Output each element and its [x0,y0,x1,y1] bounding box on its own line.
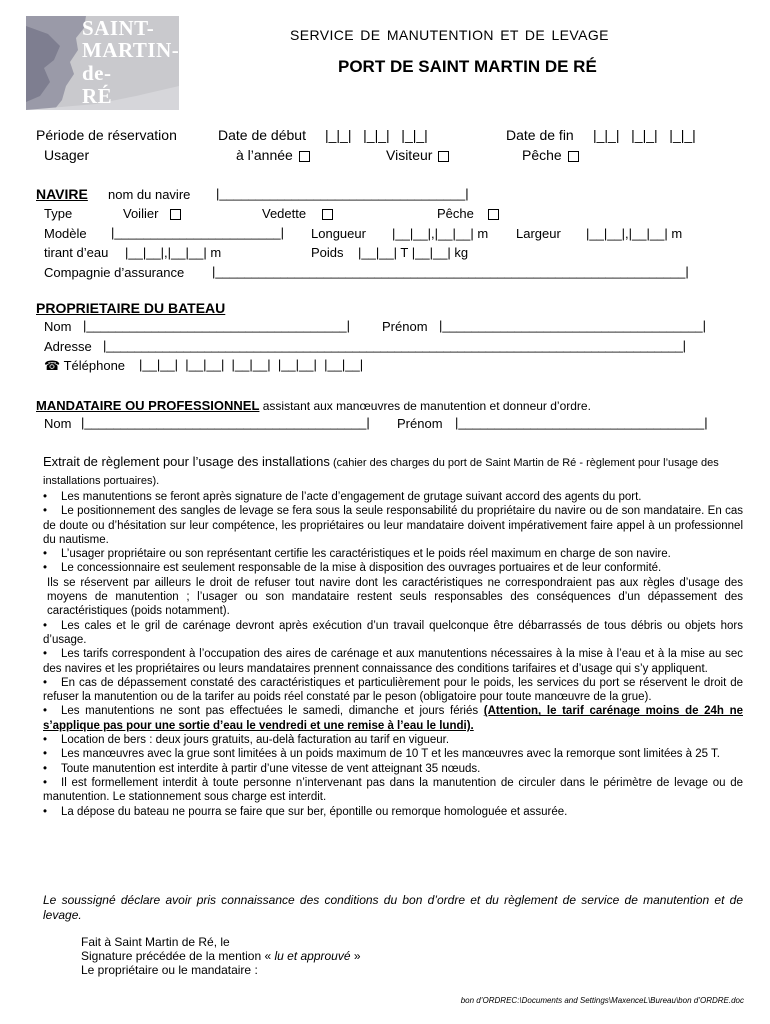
proprietaire-adresse-field[interactable]: |__________________________________________________________________________________| [103,338,686,353]
compagnie-field[interactable]: |_________________________________________________________________| [212,264,689,279]
modele-label: Modèle [44,226,87,241]
document-subtitle: PORT DE SAINT MARTIN DE RÉ [338,57,597,76]
rule-item-13: • La dépose du bateau ne pourra se faire que sur ber, épontille ou remorque homologuée et assurée. [43,805,568,818]
signature-mention: Signature précédée de la mention « lu et approuvé » [81,949,361,963]
peche-usager-label: Pêche [522,147,562,163]
rule-item-12: • Il est formellement interdit à toute personne n’intervenant pas dans la manutention de circuler dans le périmètre de levage ou de manutention. Le stationnement sous charge est interdit. [43,776,743,804]
periode-label: Période de réservation [36,127,177,143]
voilier-label: Voilier [123,206,159,221]
proprietaire-adresse-label: Adresse [44,339,92,354]
peche-type-checkbox[interactable] [488,209,499,220]
document-title: SERVICE DE MANUTENTION ET DE LEVAGE [290,27,609,43]
reglement-intro-title: Extrait de règlement pour l’usage des installations [43,454,330,469]
logo-line-3: de- [82,61,112,85]
vedette-checkbox[interactable] [322,209,333,220]
peche-usager-checkbox[interactable] [568,151,579,162]
bullet-icon: • [43,505,54,518]
bullet-icon: • [43,762,54,775]
visiteur-option[interactable] [386,147,449,163]
date-fin-field[interactable]: |_|_| |_|_| |_|_| [593,127,696,143]
poids-label: Poids [311,245,344,260]
rule-item-4: • Le concessionnaire est seulement responsable de la mise à disposition des ouvrages portuaires et de leur conformité. [43,562,662,575]
vedette-label: Vedette [262,206,307,221]
logo-line-1: SAINT- [82,16,155,40]
mandataire-heading: MANDATAIRE OU PROFESSIONNEL [36,398,260,413]
bullet-icon: • [43,562,54,575]
rule-item-10: • Les manœuvres avec la grue sont limitées à un poids maximum de 10 T et les manœuvres avec la remorque sont limitées à 25 T. [43,748,720,761]
rule-item-5: • Les cales et le gril de carénage devront après exécution d’un travail quelconque être débarrassés de tous débris ou objets hors d’usage. [43,619,743,646]
a-lannee-checkbox[interactable] [299,151,310,162]
a-lannee-label: à l’année [236,147,293,163]
rule-paragraph-reserve: Ils se réservent par ailleurs le droit de refuser tout navire dont les caractéristiques ne correspondraient pas aux règles d’usage des moyens de manutention ; l’usager ou son mandataire restent seuls responsables des conséquences d’un dépassement des caractéristiques (poids notamment). [47,576,743,618]
nom-navire-label: nom du navire [108,187,191,202]
reglement-list [43,490,743,819]
type-label: Type [44,206,73,221]
mandataire-nom-label: Nom [44,416,72,431]
date-debut-field[interactable]: |_|_| |_|_| |_|_| [325,127,428,143]
bullet-icon: • [43,734,54,747]
poids-field[interactable]: |__|__| T |__|__| kg [358,245,469,260]
lu-et-approuve: lu et approuvé [274,949,351,963]
proprietaire-prenom-label: Prénom [382,319,428,334]
bullet-icon: • [43,776,54,789]
peche-type-option[interactable] [437,206,499,221]
bullet-icon: • [43,648,54,661]
footer-path: bon d’ORDREC:\Documents and Settings\MaxenceL\Bureau\bon d’ORDRE.doc [460,996,744,1005]
proprietaire-nom-field[interactable]: |____________________________________| [83,318,351,333]
weekend-warning: (Attention, le tarif carénage moins de 24h ne s’applique pas pour une sortie d’eau le vendredi et une remise à l’eau le lundi). [43,705,743,732]
reglement-intro [43,453,743,490]
navire-heading: NAVIRE [36,186,88,202]
tirant-label: tirant d’eau [44,245,109,260]
bullet-icon: • [43,805,54,818]
longueur-field[interactable]: |__|__|,|__|__| m [392,226,489,241]
rule-item-3: • L’usager propriétaire ou son représentant certifie les caractéristiques et le poids réel maximum en charge de son navire. [43,548,671,561]
compagnie-label: Compagnie d’assurance [44,265,185,280]
visiteur-label: Visiteur [386,147,433,163]
bullet-icon: • [43,676,54,689]
bullet-icon: • [43,619,54,632]
rule-item-2: • Le positionnement des sangles de levage se fera sous la seule responsabilité du propriétaire du navire ou de son mandataire. En cas de doute ou d’hésitation sur leur compétence, les propriétaires ou leur mandataire doivent impérativement faire appel à un professionnel du nautisme. [43,505,743,546]
mandataire-nom-field[interactable]: |_______________________________________| [81,415,370,430]
rule-item-9: • Location de bers : deux jours gratuits, au-delà facturation au tarif en vigueur. [43,734,450,747]
rule-item-weekend: • Les manutentions ne sont pas effectuées le samedi, dimanche et jours fériés (Attention, le tarif carénage moins de 24h ne s’applique pas pour une sortie d’eau le vendredi et une remise à l’eau le lundi). [43,705,743,732]
largeur-field[interactable]: |__|__|,|__|__| m [586,226,683,241]
bullet-icon: • [43,705,54,718]
date-debut-label: Date de début [218,127,306,143]
bullet-icon: • [43,491,54,503]
mandataire-heading-row [36,397,591,415]
longueur-label: Longueur [311,226,366,241]
nom-navire-field[interactable]: |__________________________________| [216,186,469,201]
proprietaire-nom-label: Nom [44,319,72,334]
date-fin-label: Date de fin [506,127,574,143]
modele-field[interactable]: |_______________________| [111,225,285,240]
bullet-icon: • [43,748,54,761]
rule-item-1: • Les manutentions se feront après signature de l’acte d’engagement de grutage suivant accord des agents du port. [43,491,642,503]
saint-martin-logo [26,16,179,110]
telephone-label: Téléphone [63,358,126,373]
mandataire-description: assistant aux manœuvres de manutention et donneur d’ordre. [259,399,591,413]
proprietaire-prenom-field[interactable]: |____________________________________| [439,318,707,333]
a-lannee-option[interactable] [236,147,310,163]
proprietaire-signature: Le propriétaire ou le mandataire : [81,963,258,977]
telephone-icon: ☎ [44,358,61,373]
rule-item-7: • En cas de dépassement constaté des caractéristiques et particulièrement pour le poids, les services du port se réservent le droit de refuser la manutention ou de la tarifer au poids réel constaté par le peson (obligatoire pour toute manœuvre de la grue). [43,676,743,704]
rule-item-11: • Toute manutention est interdite à partir d’une vitesse de vent atteignant 35 nœuds. [43,762,481,775]
mandataire-prenom-label: Prénom [397,416,443,431]
logo-line-2: MARTIN- [82,38,179,62]
reglement-intro-source: (cahier des charges du port de Saint Martin de Ré - règlement pour l’usage des installations portuaires). [43,457,719,487]
peche-type-label: Pêche [437,206,474,221]
proprietaire-heading: PROPRIETAIRE DU BATEAU [36,300,226,316]
telephone-row [44,358,125,374]
rule-item-6: • Les tarifs correspondent à l’occupation des aires de carénage et aux manutentions nécessaires à la mise à l’eau et à la mise au sec des navires et les propriétaires ou leurs mandataires prennent connaissance des conditions tarifaires et d’usage qui s’y appliquent. [43,648,743,675]
logo-line-4: RÉ [82,84,113,108]
telephone-field[interactable]: |__|__| |__|__| |__|__| |__|__| |__|__| [139,357,364,372]
declaration: Le soussigné déclare avoir pris connaissance des conditions du bon d’ordre et du règlement de service de manutention et de levage. [43,893,743,922]
voilier-option[interactable] [123,206,181,221]
tirant-field[interactable]: |__|__|,|__|__| m [125,245,222,260]
largeur-label: Largeur [516,226,561,241]
fait-a: Fait à Saint Martin de Ré, le [81,935,230,949]
vedette-option[interactable] [262,206,333,221]
visiteur-checkbox[interactable] [438,151,449,162]
usager-label: Usager [44,147,90,163]
bullet-icon: • [43,548,54,561]
voilier-checkbox[interactable] [170,209,181,220]
peche-usager-option[interactable] [522,147,579,163]
mandataire-prenom-field[interactable]: |__________________________________| [455,415,708,430]
